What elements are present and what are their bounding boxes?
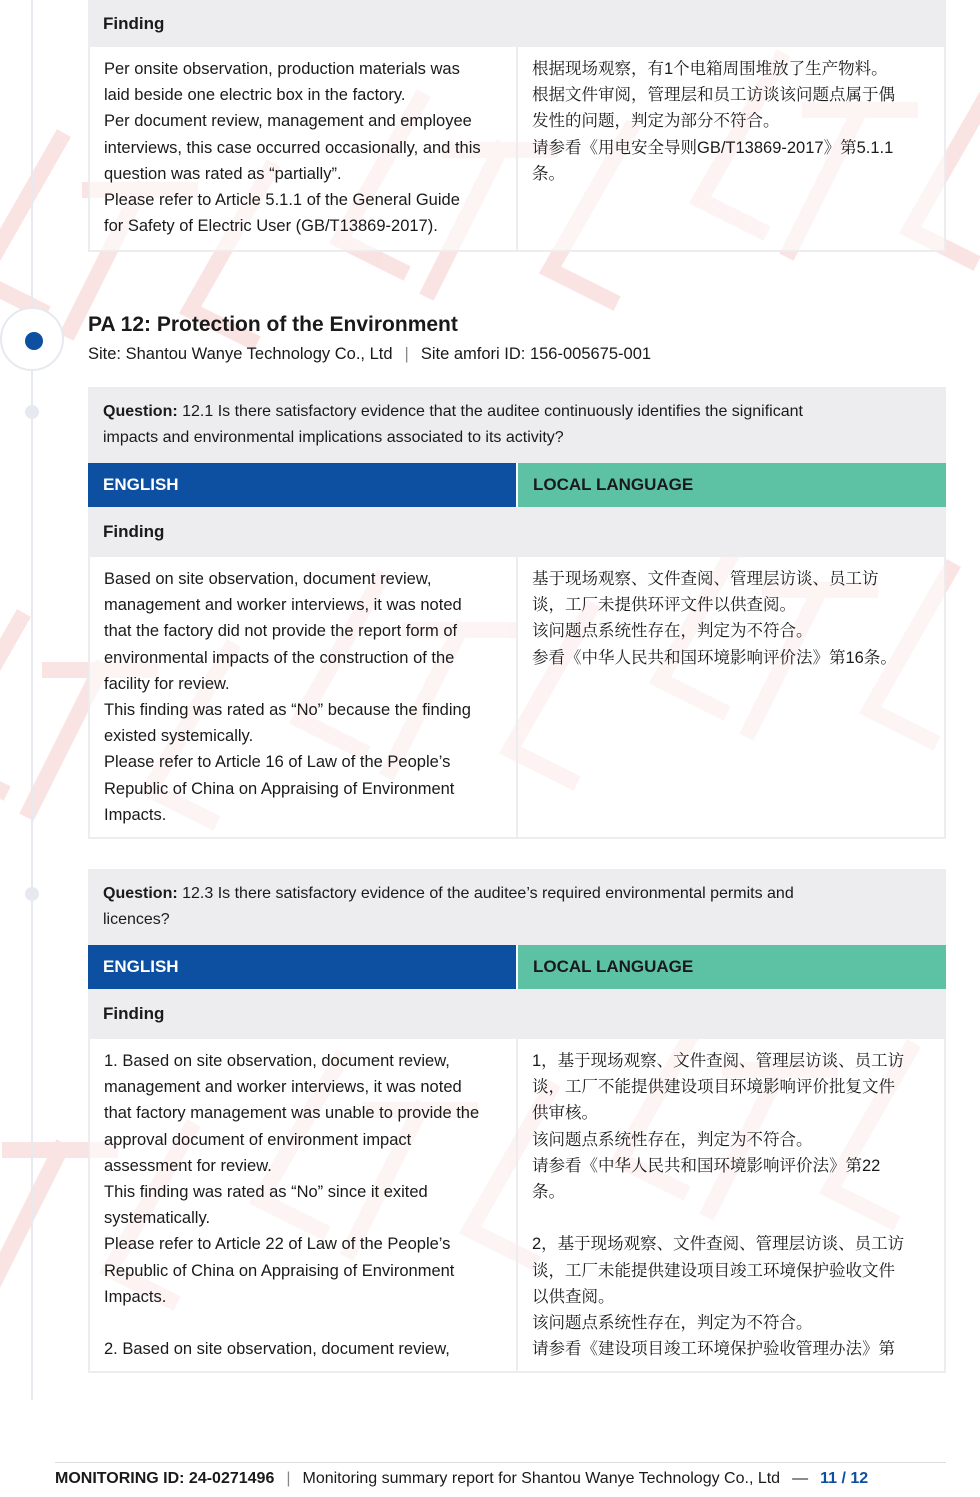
- finding-label: Finding: [88, 989, 946, 1039]
- local-text-line: 该问题点系统性存在，判定为不符合。: [532, 1130, 813, 1149]
- language-header: [88, 945, 946, 989]
- finding-block-previous: [88, 0, 946, 252]
- local-text-line: 谈，工厂未能提供建设项目竣工环境保护验收文件: [532, 1261, 895, 1280]
- local-language-header: LOCAL LANGUAGE: [518, 945, 946, 989]
- local-text-line: 条。: [532, 1183, 565, 1202]
- english-text-line: This finding was rated as “No” because the finding: [104, 701, 471, 720]
- section-title: PA 12: Protection of the Environment: [88, 313, 458, 336]
- english-finding-text: [90, 1039, 518, 1371]
- section-marker-dot-icon: [25, 332, 43, 350]
- english-text-line: Impacts.: [104, 1287, 167, 1306]
- local-text-line: 请参看《用电安全导则GB/T13869-2017》第5.1.1: [532, 138, 894, 157]
- local-text-line: 请参看《建设项目竣工环境保护验收管理办法》第: [532, 1340, 895, 1359]
- local-text-line: 参看《中华人民共和国环境影响评价法》第16条。: [532, 648, 897, 667]
- timeline-line: [31, 0, 33, 1400]
- english-text-line: management and worker interviews, it was noted: [104, 1078, 462, 1097]
- local-language-header: LOCAL LANGUAGE: [518, 463, 946, 507]
- local-text-line: 条。: [532, 164, 565, 183]
- local-text-line: 谈，工厂未提供环评文件以供查阅。: [532, 596, 796, 615]
- language-header: [88, 463, 946, 507]
- local-text-line: 2，基于现场观察、文件查阅、管理层访谈、员工访: [532, 1235, 905, 1254]
- english-text-line: Based on site observation, document review,: [104, 570, 432, 588]
- local-text-line: 该问题点系统性存在，判定为不符合。: [532, 1314, 813, 1333]
- english-text-line: Please refer to Article 22 of Law of the People’s: [104, 1235, 451, 1254]
- english-text-line: 1. Based on site observation, document review,: [104, 1052, 450, 1070]
- english-text-line: management and worker interviews, it was noted: [104, 596, 462, 615]
- english-text-line: facility for review.: [104, 674, 230, 693]
- question-label: Question:: [103, 885, 178, 902]
- site-name: Site: Shantou Wanye Technology Co., Ltd: [88, 345, 393, 363]
- report-summary: Monitoring summary report for Shantou Wanye Technology Co., Ltd: [302, 1470, 781, 1487]
- english-text-line: that the factory did not provide the report form of: [104, 622, 458, 641]
- english-header: ENGLISH: [88, 463, 516, 507]
- english-text-line: environmental impacts of the construction of the: [104, 648, 455, 667]
- question-line: 12.1 Is there satisfactory evidence that the auditee continuously identifies the significant: [177, 403, 803, 420]
- question-label: Question:: [103, 403, 178, 420]
- finding-label: Finding: [88, 507, 946, 557]
- english-text-line: Per onsite observation, production materials was: [104, 60, 460, 78]
- question-block-12-1: [88, 387, 946, 839]
- local-text-line: 谈，工厂不能提供建设项目环境影响评价批复文件: [532, 1078, 895, 1097]
- english-text-line: interviews, this case occurred occasionally, and this: [104, 138, 481, 157]
- english-text-line: systematically.: [104, 1209, 211, 1228]
- english-text-line: Please refer to Article 16 of Law of the People’s: [104, 753, 451, 772]
- monitoring-id: MONITORING ID: 24-0271496: [55, 1470, 275, 1487]
- finding-columns: [88, 557, 946, 839]
- local-text-line: 根据文件审阅，管理层和员工访谈该问题点属于偶: [532, 86, 895, 105]
- english-text-line: for Safety of Electric User (GB/T13869-2017).: [104, 217, 438, 236]
- english-text-line: approval document of environment impact: [104, 1130, 412, 1149]
- english-finding-text: [90, 557, 518, 837]
- local-text-line: 供审核。: [532, 1104, 598, 1123]
- question-text: [88, 387, 946, 463]
- separator: |: [286, 1470, 291, 1487]
- local-text-line: 该问题点系统性存在，判定为不符合。: [532, 622, 813, 641]
- english-text-line: Republic of China on Appraising of Environment: [104, 779, 455, 798]
- finding-columns: [88, 1039, 946, 1373]
- local-text-line: 根据现场观察，有1个电箱周围堆放了生产物料。: [532, 60, 888, 78]
- page-footer: [55, 1470, 868, 1488]
- finding-columns: [88, 47, 946, 252]
- question-line: 12.3 Is there satisfactory evidence of the auditee’s required environmental permits and: [177, 885, 794, 902]
- local-text-line: 1，基于现场观察、文件查阅、管理层访谈、员工访: [532, 1052, 905, 1070]
- question-text: [88, 869, 946, 945]
- timeline-dot: [25, 405, 39, 419]
- page-number: 11 / 12: [820, 1470, 869, 1487]
- section-site-info: [88, 345, 651, 364]
- question-line: impacts and environmental implications associated to its activity?: [103, 429, 564, 446]
- english-text-line: laid beside one electric box in the factory.: [104, 86, 406, 105]
- timeline-dot: [25, 887, 39, 901]
- local-text-line: 发性的问题，判定为部分不符合。: [532, 112, 780, 131]
- english-text-line: question was rated as “partially”.: [104, 164, 342, 183]
- site-id: Site amfori ID: 156-005675-001: [420, 345, 652, 363]
- local-text-line: [532, 1205, 930, 1231]
- english-text-line: Impacts.: [104, 805, 167, 824]
- local-finding-text: [518, 557, 944, 837]
- english-finding-text: [90, 47, 518, 250]
- local-finding-text: [518, 1039, 944, 1371]
- english-text-line: This finding was rated as “No” since it exited: [104, 1183, 428, 1202]
- english-header: ENGLISH: [88, 945, 516, 989]
- english-text-line: 2. Based on site observation, document review,: [104, 1340, 450, 1359]
- local-text-line: 以供查阅。: [532, 1287, 615, 1306]
- question-block-12-3: [88, 869, 946, 1373]
- separator: |: [404, 345, 409, 363]
- local-finding-text: [518, 47, 944, 250]
- english-text-line: that factory management was unable to provide the: [104, 1104, 480, 1123]
- english-text-line: [104, 1310, 502, 1336]
- timeline-section-marker: [0, 307, 64, 371]
- english-text-line: existed systemically.: [104, 727, 254, 746]
- english-text-line: Republic of China on Appraising of Environment: [104, 1261, 455, 1280]
- english-text-line: assessment for review.: [104, 1156, 272, 1175]
- local-text-line: 请参看《中华人民共和国环境影响评价法》第22: [532, 1156, 881, 1175]
- question-line: licences?: [103, 911, 170, 928]
- local-text-line: 基于现场观察、文件查阅、管理层访谈、员工访: [532, 570, 879, 588]
- english-text-line: Per document review, management and employee: [104, 112, 472, 131]
- footer-divider: [55, 1462, 946, 1463]
- english-text-line: Please refer to Article 5.1.1 of the General Guide: [104, 191, 460, 210]
- dash: —: [792, 1470, 809, 1487]
- finding-label: Finding: [88, 0, 946, 47]
